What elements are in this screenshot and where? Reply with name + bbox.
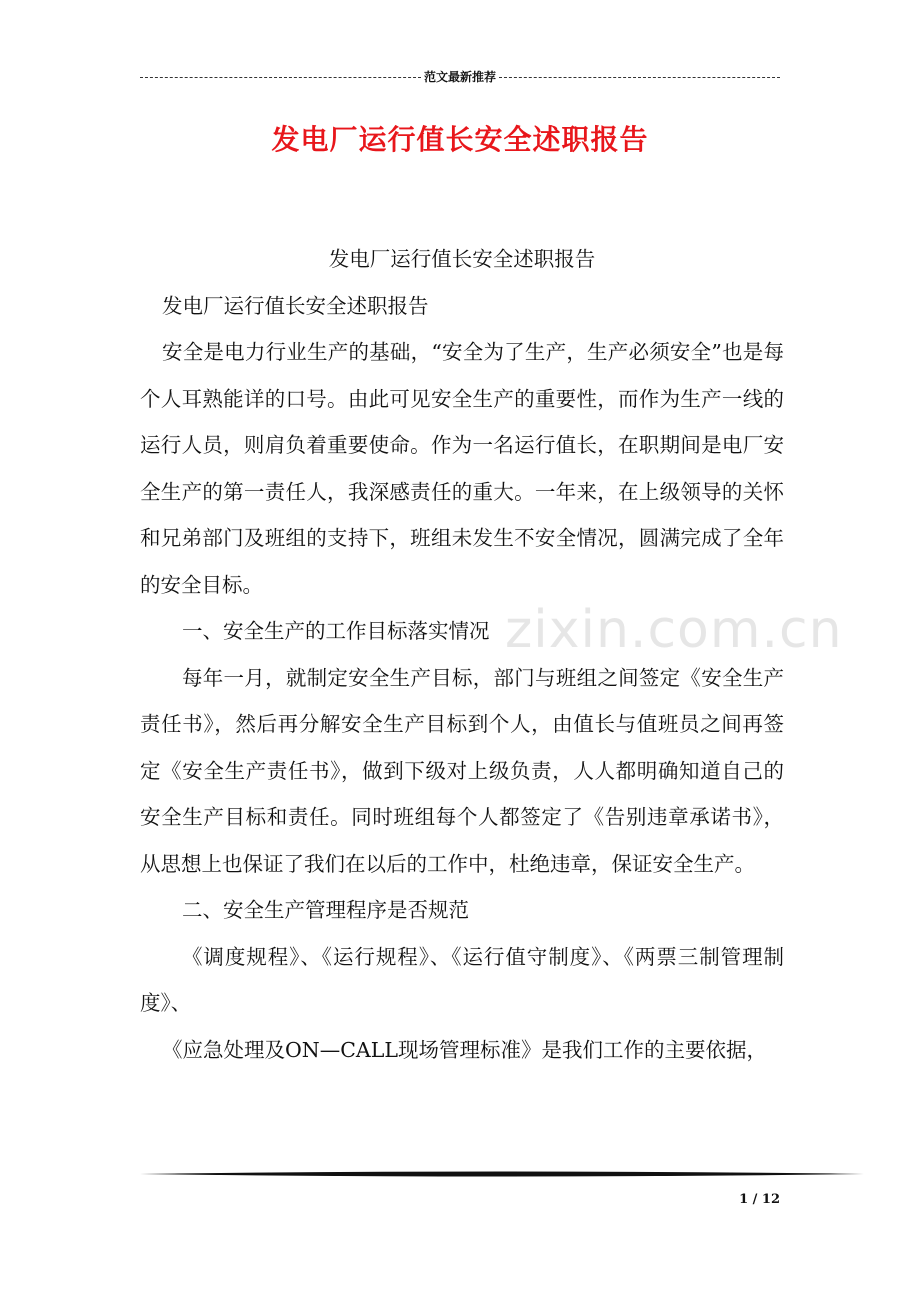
header-dash-right xyxy=(499,77,780,78)
section-heading-2: 二、安全生产管理程序是否规范 xyxy=(182,898,469,922)
paragraph-intro: 安全是电力行业生产的基础，“安全为了生产，生产必须安全”也是每个人耳熟能详的口号。由此可见安全生产的重要性，而作为生产一线的运行人员，则肩负着重要使命。作为一名运行值长，在职期间是电厂安全生产的第一责任人，我深感责任的重大。一年来，在上级领导的关怀和兄弟部门及班组的支持下，班组未发生不安全情况，圆满完成了全年的安全目标。 xyxy=(140,340,784,597)
watermark: zixin.com.cn xyxy=(505,600,843,660)
page-header xyxy=(140,66,780,86)
paragraph-heading: 发电厂运行值长安全述职报告 xyxy=(162,293,429,318)
paragraph-section-1: 每年一月，就制定安全生产目标，部门与班组之间签定《安全生产责任书》，然后再分解安全生产目标到个人，由值长与值班员之间再签定《安全生产责任书》，做到下级对上级负责，人人都明确知道自己的安全生产目标和责任。同时班组每个人都签定了《告别违章承诺书》，从思想上也保证了我们在以后的工作中，杜绝违章，保证安全生产。 xyxy=(140,665,784,876)
page-number: 1 / 12 xyxy=(739,1192,780,1207)
section-heading-1: 一、安全生产的工作目标落实情况 xyxy=(182,619,490,643)
document-body xyxy=(140,236,784,1073)
document-title: 发电厂运行值长安全述职报告 xyxy=(271,123,649,156)
header-label: 范文最新推荐 xyxy=(424,69,497,84)
paragraph-standards: 《应急处理及ON—CALL现场管理标准》是我们工作的主要依据， xyxy=(162,1037,767,1062)
footer-rule xyxy=(140,1170,864,1178)
header-dash-left xyxy=(140,77,421,78)
document-subtitle: 发电厂运行值长安全述职报告 xyxy=(328,247,596,271)
paragraph-regulations: 《调度规程》、《运行规程》、《运行值守制度》、《两票三制管理制度》、 xyxy=(140,944,784,1015)
